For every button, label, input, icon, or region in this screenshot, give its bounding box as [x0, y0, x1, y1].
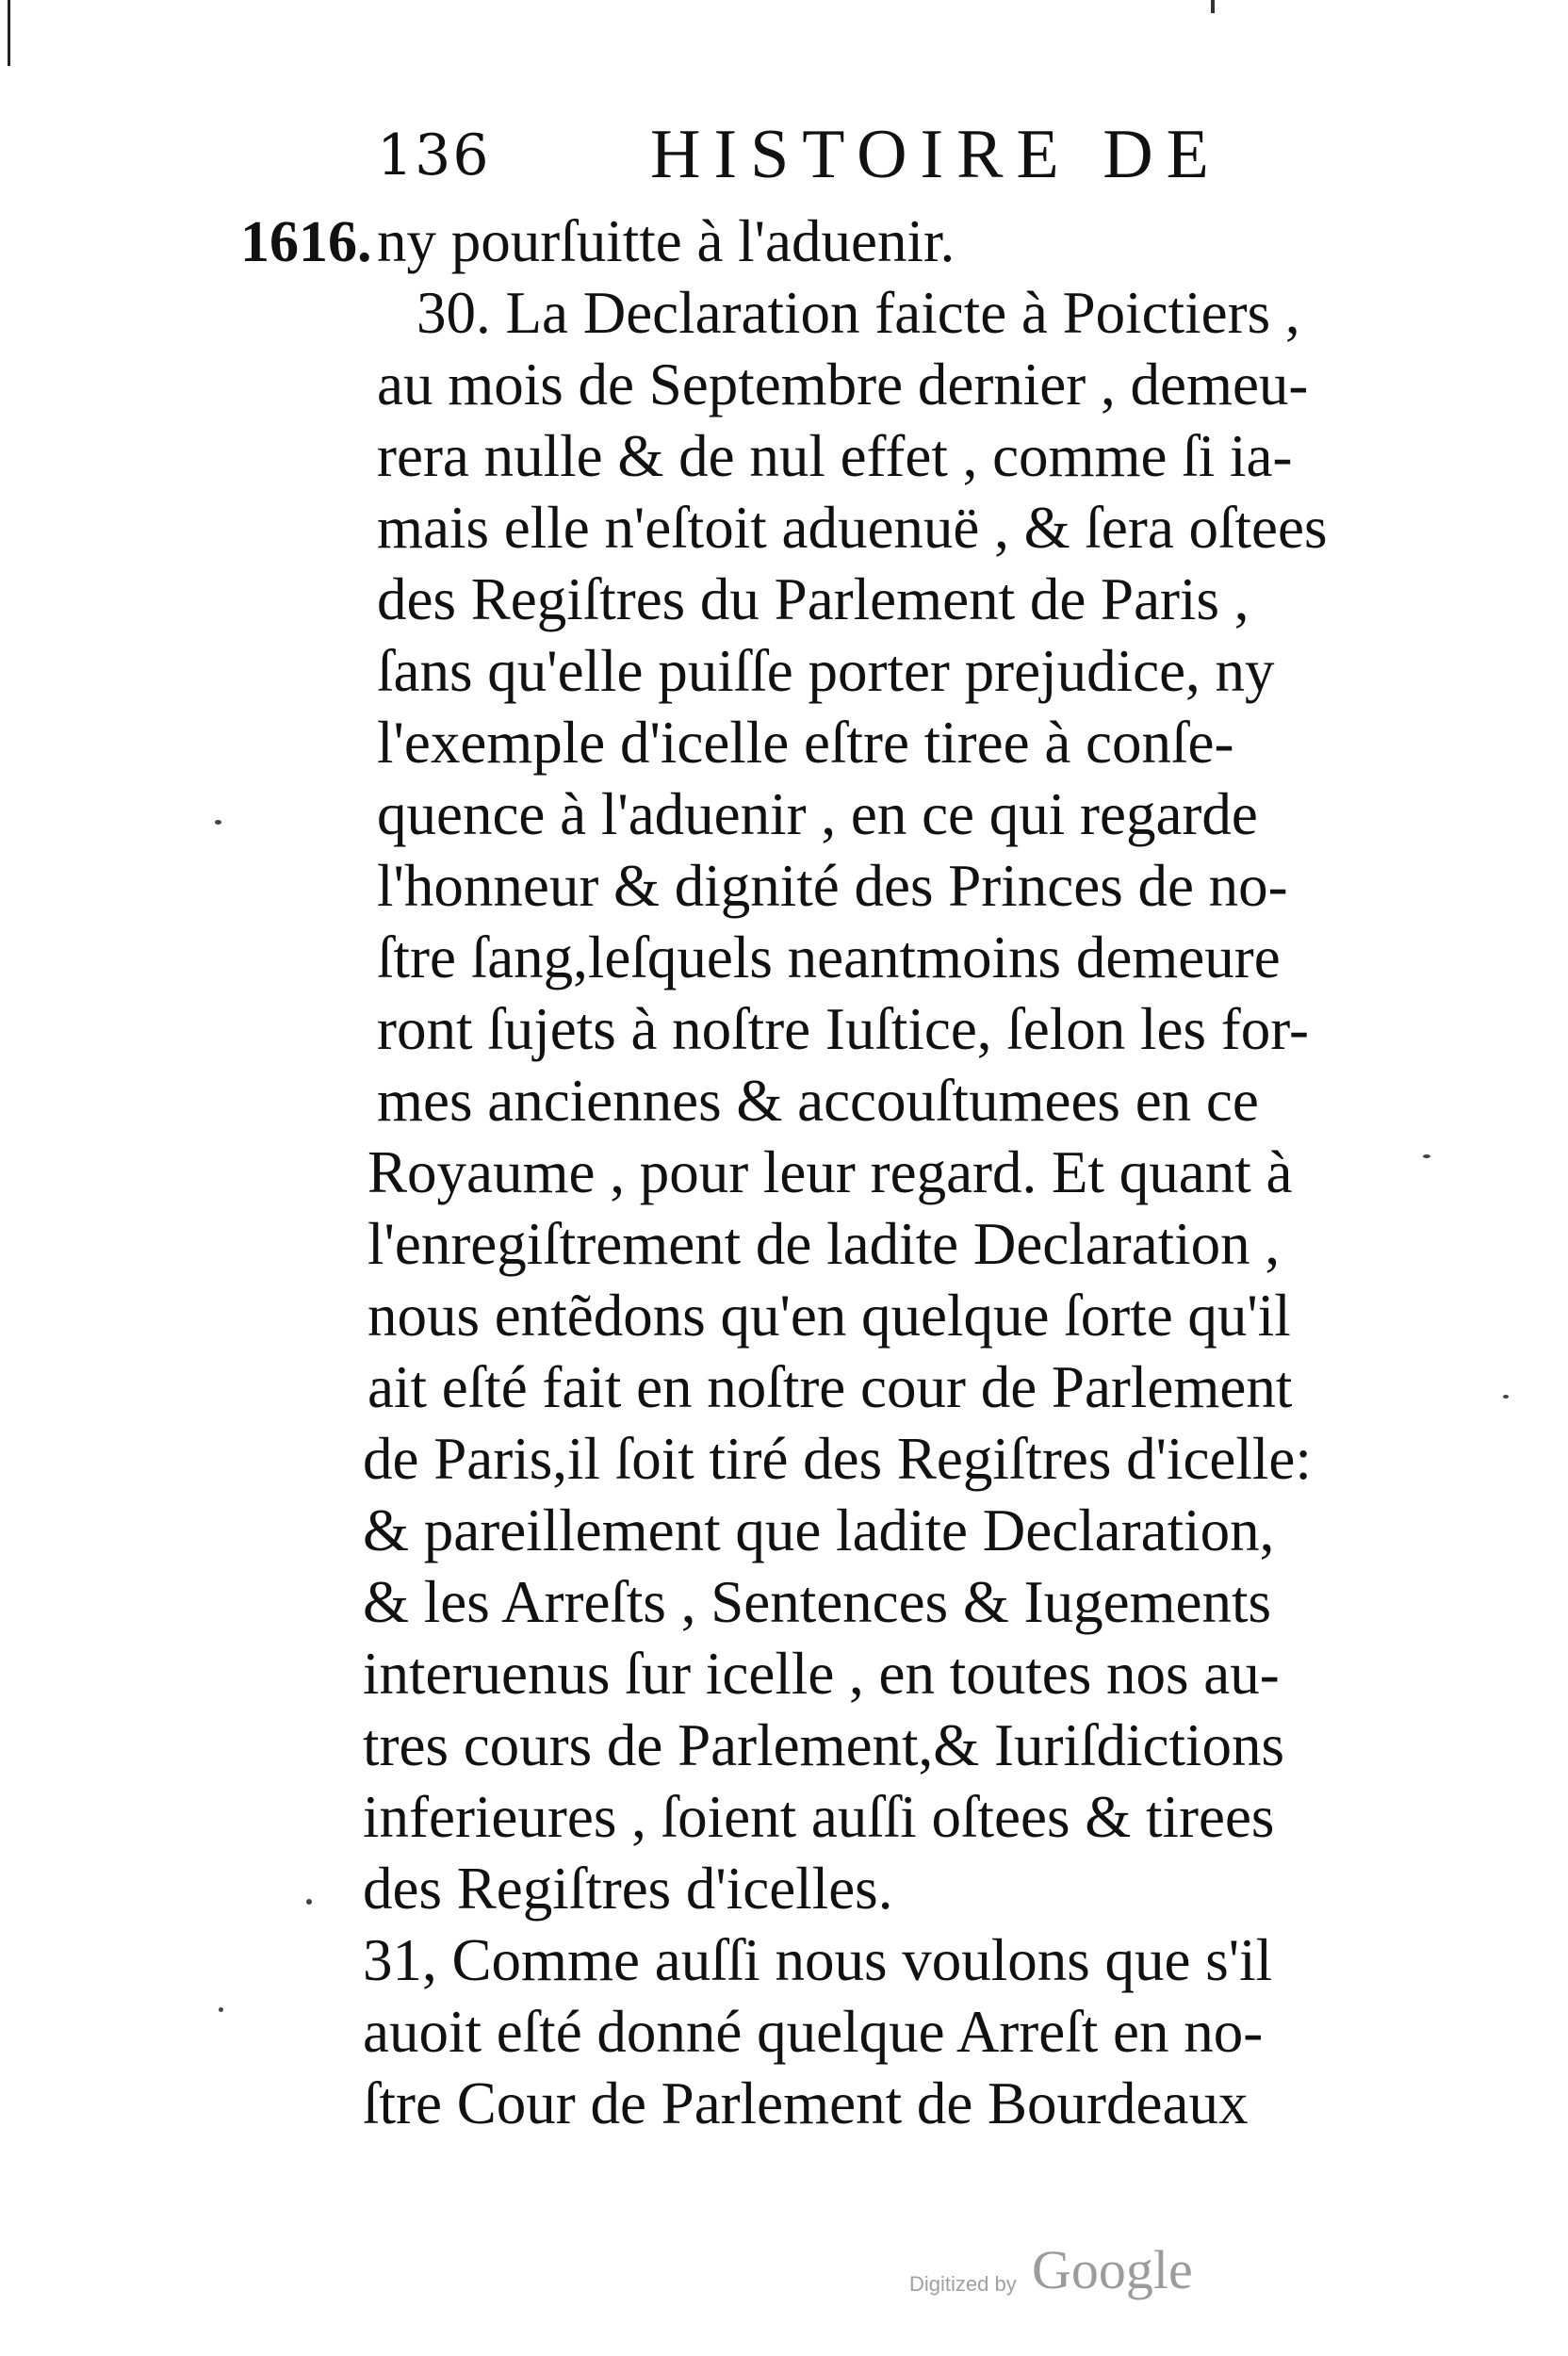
text-line: au mois de Septembre dernier , demeu- [377, 352, 1309, 417]
scan-speck [1211, 0, 1215, 13]
text-line: ſans qu'elle puiſſe porter prejudice, ny [377, 638, 1275, 704]
text-line: interuenus ſur icelle , en toutes nos au- [363, 1641, 1280, 1707]
text-line: ny pourſuitte à l'aduenir. [377, 208, 956, 274]
text-line: ront ſujets à noſtre Iuſtice, ſelon les for- [377, 996, 1309, 1062]
text-line: Royaume , pour leur regard. Et quant à [368, 1139, 1293, 1205]
google-logo: Google [1032, 2239, 1193, 2300]
text-line: ſtre Cour de Parlement de Bourdeaux [363, 2070, 1249, 2136]
scan-speck [215, 820, 221, 825]
text-line: l'honneur & dignité des Princes de no- [377, 853, 1288, 919]
scan-speck [1503, 1395, 1509, 1399]
text-line: l'enregiſtrement de ladite Declaration , [368, 1211, 1281, 1277]
text-line: nous entẽdons qu'en quelque ſorte qu'il [368, 1283, 1291, 1349]
text-line: 30. La Declaration faicte à Poictiers , [416, 280, 1300, 346]
text-line: ait eſté fait en noſtre cour de Parlement [368, 1354, 1293, 1420]
text-line: mais elle n'eſtoit aduenuë , & ſera oſtees [377, 495, 1328, 561]
text-line: 31, Comme auſſi nous voulons que s'il [363, 1927, 1273, 1993]
scan-speck [219, 2007, 223, 2012]
scan-edge-mark [8, 0, 10, 66]
text-line: & pareillement que ladite Declaration, [363, 1497, 1275, 1563]
text-line: tres cours de Parlement,& Iuriſdictions [363, 1712, 1285, 1778]
page-header [377, 116, 1225, 198]
scan-speck [1423, 1154, 1430, 1158]
digitization-watermark [909, 2238, 1230, 2304]
running-head: HISTOIRE DE [650, 116, 1222, 193]
text-line: des Regiſtres du Parlement de Paris , [377, 566, 1250, 632]
text-line: l'exemple d'icelle eſtre tiree à conſe- [377, 710, 1234, 776]
text-line: & les Arreſts , Sentences & Iugements [363, 1569, 1272, 1635]
text-line: auoit eſté donné quelque Arreſt en no- [363, 1999, 1264, 2065]
text-line: quence à l'aduenir , en ce qui regarde [377, 781, 1258, 847]
text-line: mes anciennes & accouſtumees en ce [377, 1068, 1259, 1134]
scan-speck [306, 1899, 312, 1905]
margin-year-note: 1616. [240, 210, 372, 274]
page-number: 136 [377, 123, 491, 188]
text-line: ſtre ſang,leſquels neantmoins demeure [377, 924, 1281, 990]
text-line: rera nulle & de nul effet , comme ſi ia- [377, 423, 1293, 489]
text-line: inferieures , ſoient auſſi oſtees & tirees [363, 1784, 1275, 1850]
text-line: des Regiſtres d'icelles. [363, 1856, 893, 1922]
text-line: de Paris,il ſoit tiré des Regiſtres d'icelle: [363, 1426, 1312, 1492]
watermark-prefix: Digitized by [909, 2272, 1017, 2296]
